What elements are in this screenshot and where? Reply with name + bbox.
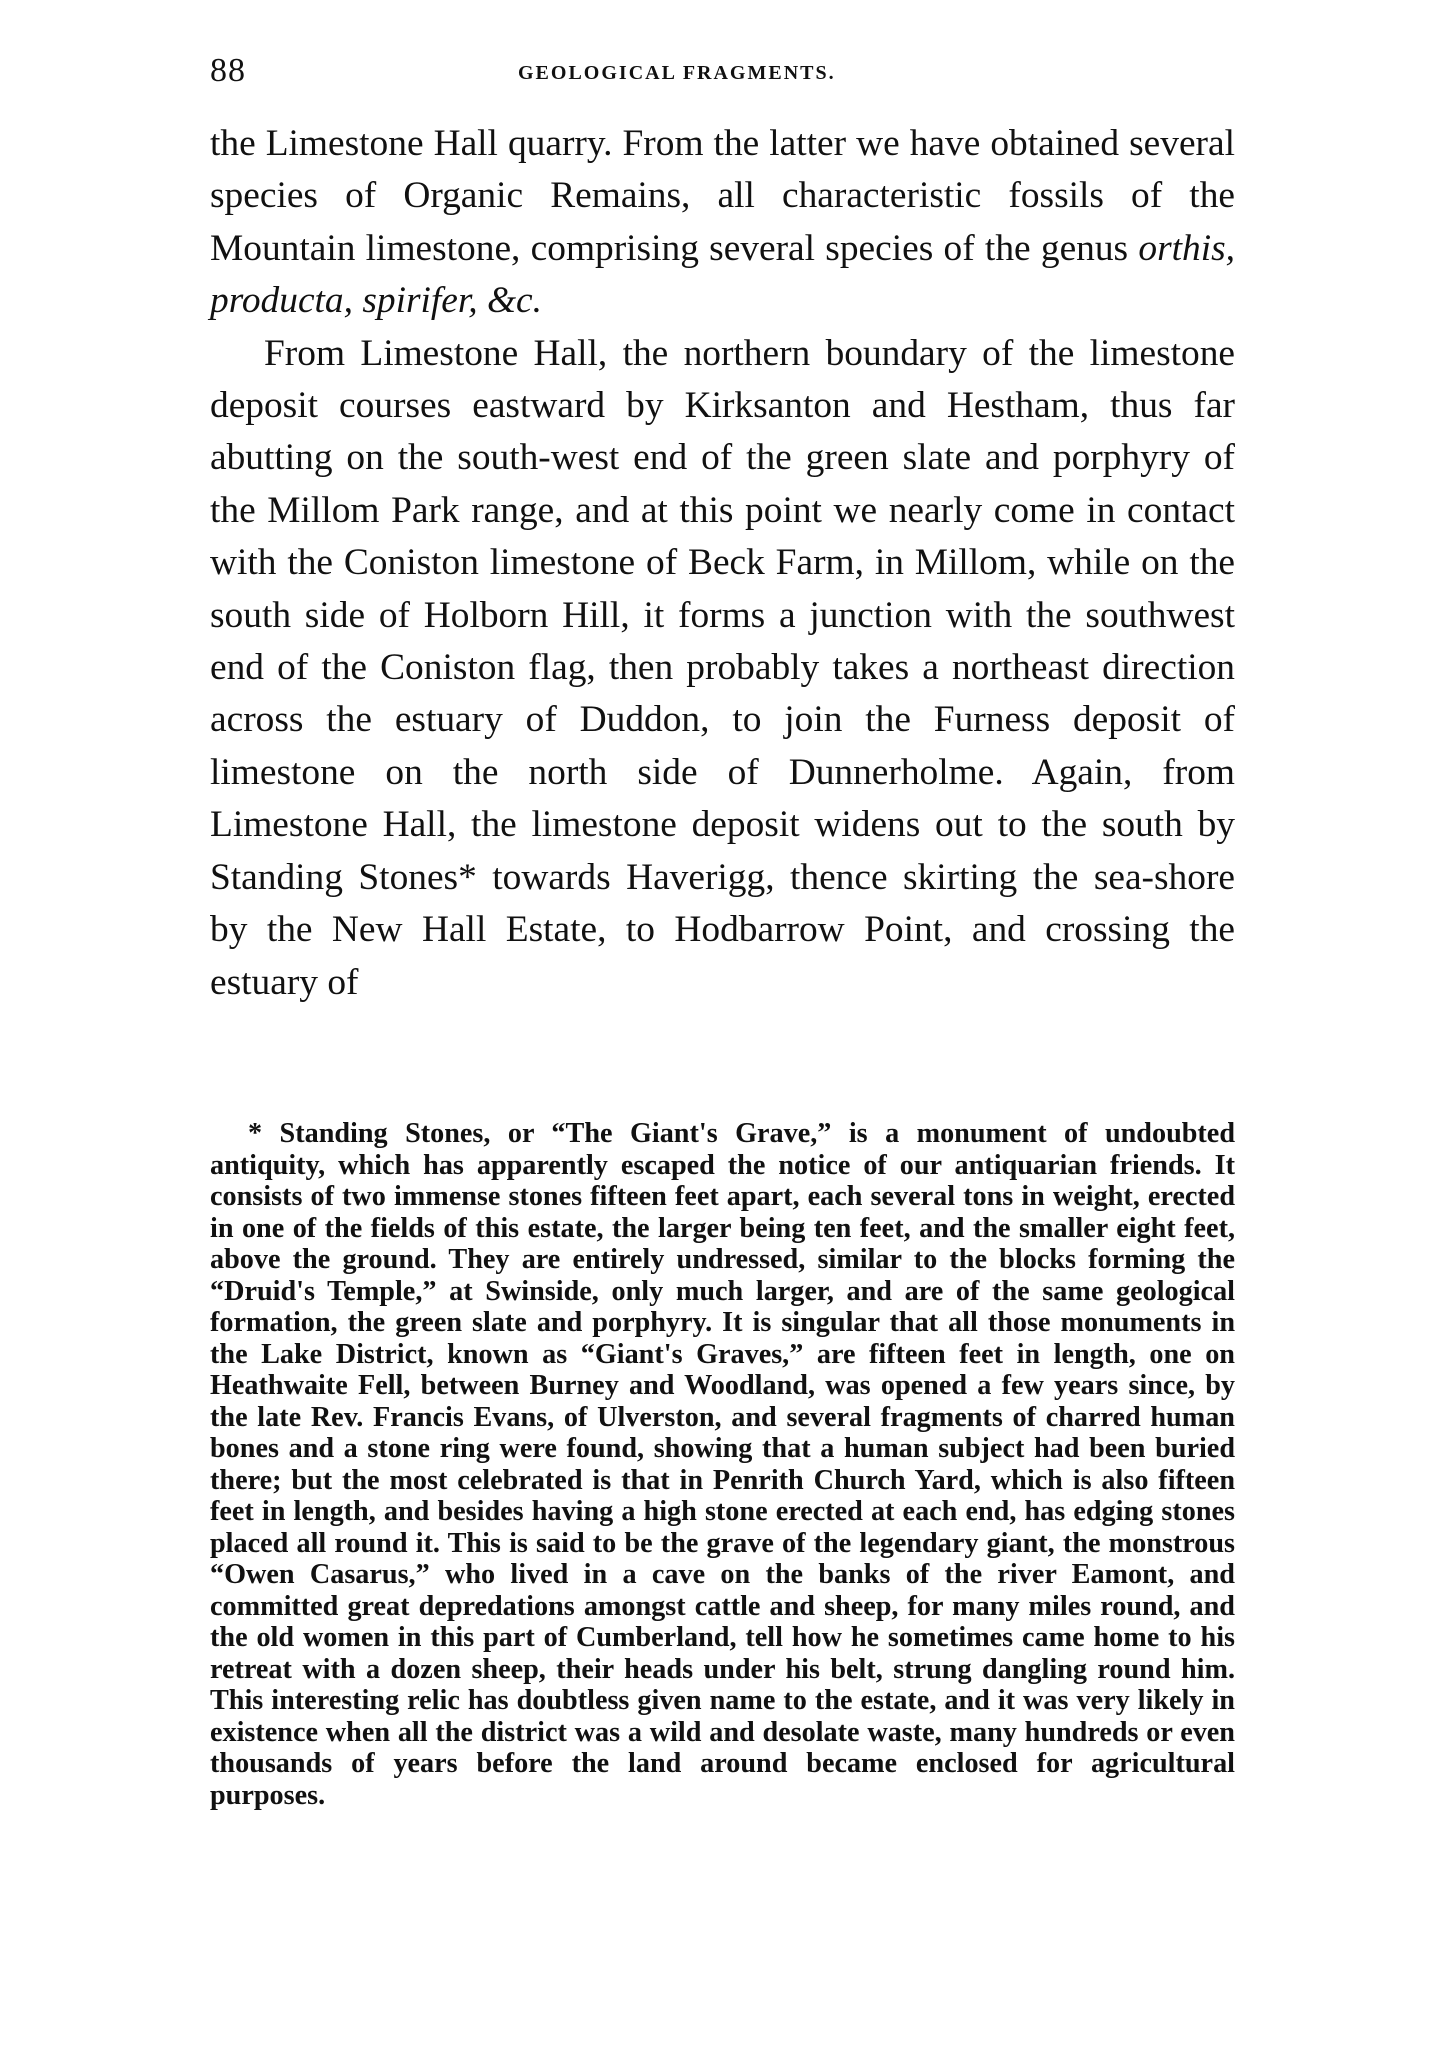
page-header [210,52,1230,102]
paragraph [210,118,1235,328]
genera-list: orthis, producta, spirifer, &c. [210,227,1235,322]
footnote-text: * Standing Stones, or “The Giant's Grave,” is a monument of undoubted antiquity, which has apparently escaped the notice of our antiquarian friends. It consists of two immense stones fifteen feet apart, each several tons in weight, erected in one of the fields of this estate, the larger being ten feet, and the smaller eight feet, above the ground. They are entirely undressed, similar to the blocks forming the “Druid's Temple,” at Swinside, only much larger, and are of the same geological formation, the green slate and porphyry. It is singular that all those monuments in the Lake District, known as “Giant's Graves,” are fifteen feet in length, one on Heathwaite Fell, between Burney and Woodland, was opened a few years since, by the late Rev. Francis Evans, of Ulverston, and several fragments of charred human bones and a stone ring were found, showing that a human subject had been buried there; but the most celebrated is that in Penrith Church Yard, which is also fifteen feet in length, and besides having a high stone erected at each end, has edging stones placed all round it. This is said to be the grave of the legendary giant, the monstrous “Owen Casarus,” who lived in a cave on the banks of the river Eamont, and committed great depredations amongst cattle and sheep, for many miles round, and the old women in this part of Cumberland, tell how he sometimes came home to his retreat with a dozen sheep, their heads under his belt, strung dangling round him. This interesting relic has doubtless given name to the estate, and it was very likely in existence when all the district was a wild and desolate waste, many hundreds or even thousands of years before the land around became enclosed for agricultural purposes. [210,1118,1235,1811]
footnote [210,1118,1235,1811]
paragraph: From Limestone Hall, the northern boundary of the limestone deposit courses eastward by Kirksanton and Hestham, thus far abutting on the south-west end of the green slate and porphyry of the Millom Park range, and at this point we nearly come in contact with the Coniston limestone of Beck Farm, in Millom, while on the south side of Holborn Hill, it forms a junction with the southwest end of the Coniston flag, then probably takes a northeast direction across the estuary of Duddon, to join the Furness deposit of limestone on the north side of Dunnerholme. Again, from Limestone Hall, the limestone deposit widens out to the south by Standing Stones* towards Haverigg, thence skirting the sea-shore by the New Hall Estate, to Hodbarrow Point, and crossing the estuary of [210,332,1235,1003]
running-head: GEOLOGICAL FRAGMENTS. [518,62,836,84]
paragraph-text: the Limestone Hall quarry. From the latter we have obtained several species of Organic Remains, all characteristic fossils of the Mountain limestone, comprising several species of the genus [210,123,1235,269]
body-text [210,118,1235,1009]
page-number: 88 [210,52,246,89]
